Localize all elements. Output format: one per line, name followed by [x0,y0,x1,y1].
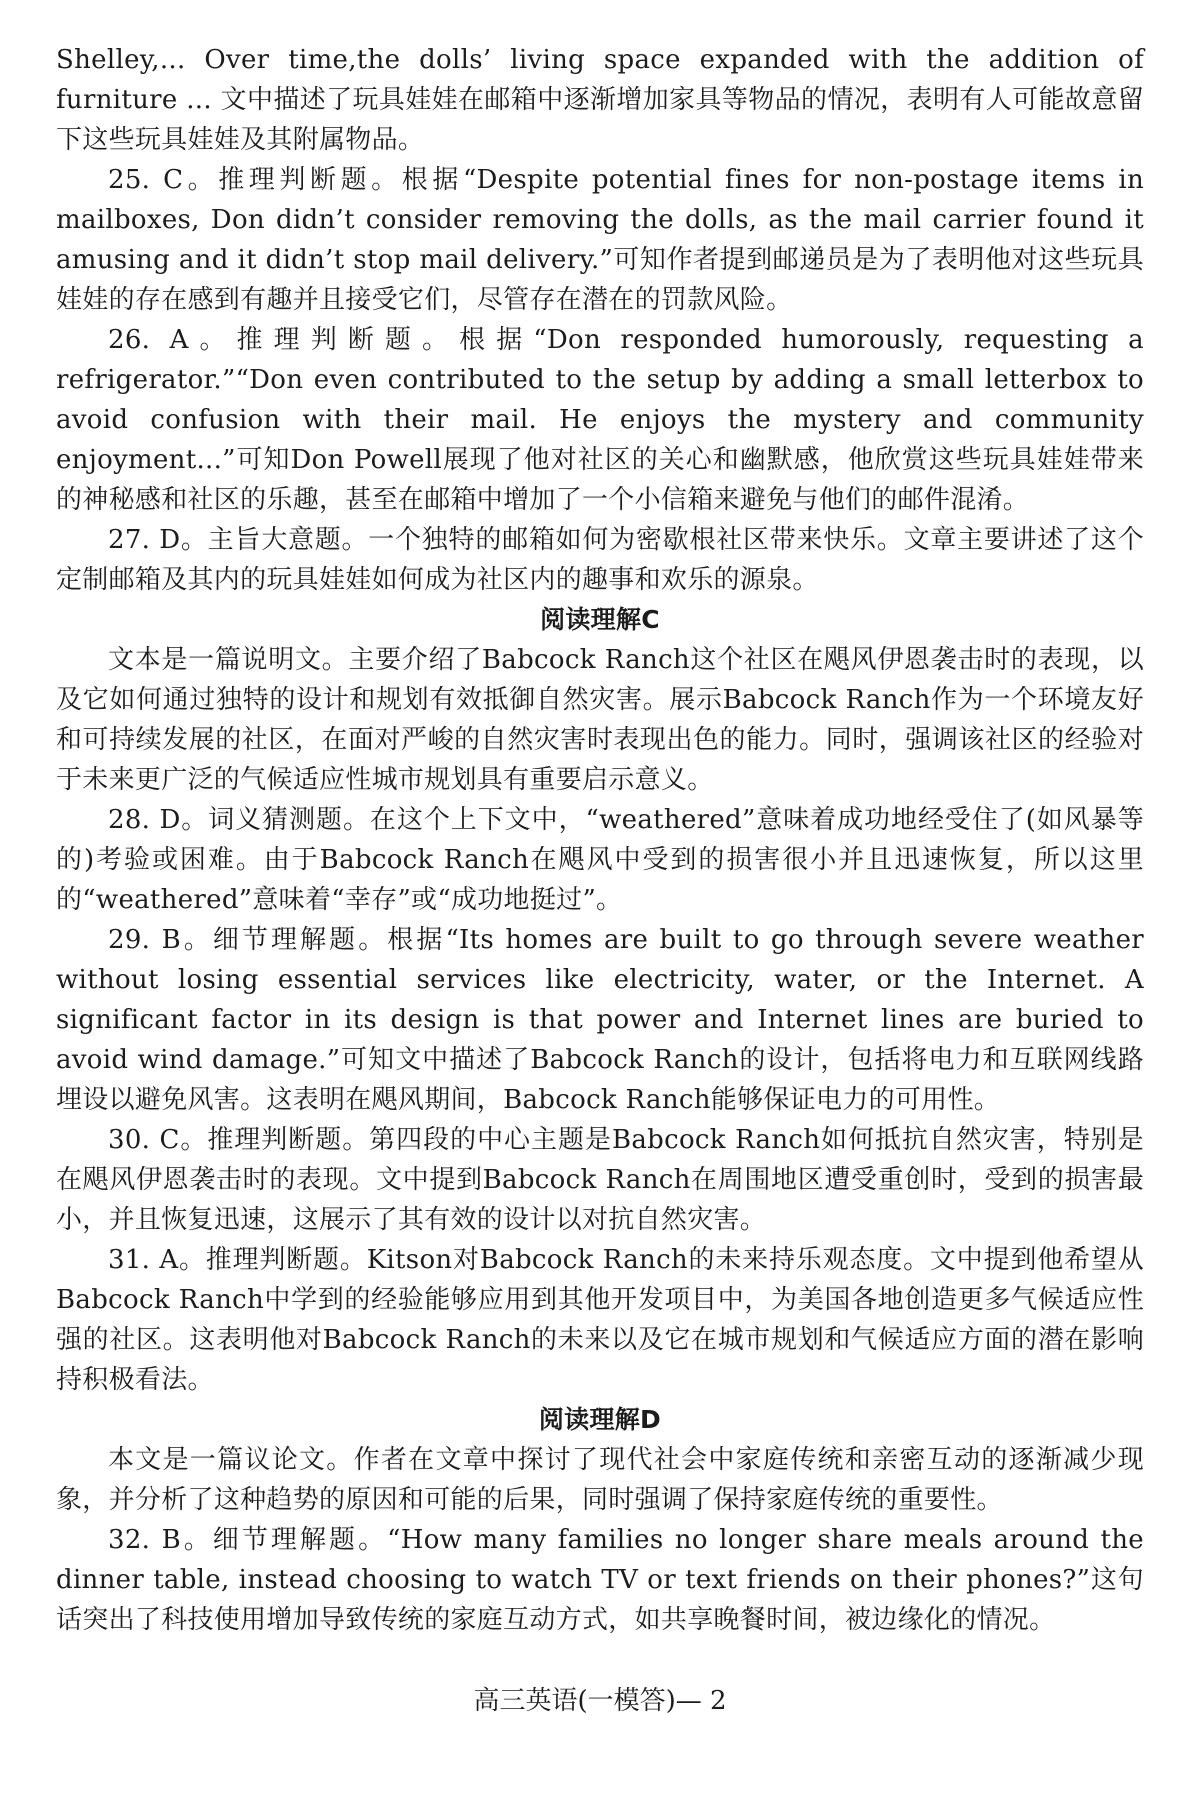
page-footer: 高三英语(一模答)— 2 [473,1686,727,1716]
answer-32: 32. B。细节理解题。“How many families no longer share meals around the dinner table, instead choosing to watch TV or text friends on their phones?”这句话突出了科技使用增加导致传统的家庭互动方式，如共享晚餐时间，被边缘化的情况。 [56,1525,1144,1635]
section-title-c: 阅读理解C [540,605,660,634]
answer-28: 28. D。词义猜测题。在这个上下文中，“weathered”意味着成功地经受住了(如风暴等的)考验或困难。由于Babcock Ranch在飓风中受到的损害很小并且迅速恢复，所以这里的“weathered”意味着“幸存”或“成功地挺过”。 [56,805,1144,915]
answer-27: 27. D。主旨大意题。一个独特的邮箱如何为密歇根社区带来快乐。文章主要讲述了这个定制邮箱及其内的玩具娃娃如何成为社区内的趣事和欢乐的源泉。 [56,525,1144,595]
answer-30: 30. C。推理判断题。第四段的中心主题是Babcock Ranch如何抵抗自然灾害，特别是在飓风伊恩袭击时的表现。文中提到Babcock Ranch在周围地区遭受重创时，受到的损害最小，并且恢复迅速，这展示了其有效的设计以对抗自然灾害。 [56,1125,1144,1235]
answer-26: 26. A。推理判断题。根据“Don responded humorously, requesting a refrigerator.”“Don even contributed to the setup by adding a small letterbox to avoid confusion with their mail. He enjoys the mystery and community enjoyment...”可知Don Powell展现了他对社区的关心和幽默感，他欣赏这些玩具娃娃带来的神秘感和社区的乐趣，甚至在邮箱中增加了一个小信箱来避免与他们的邮件混淆。 [56,325,1144,515]
paragraph-continued: Shelley,... Over time,the dolls’ living space expanded with the addition of furniture ... 文中描述了玩具娃娃在邮箱中逐渐增加家具等物品的情况，表明有人可能故意留下这些玩具娃娃及其附属物品。 [56,45,1144,155]
answer-29: 29. B。细节理解题。根据“Its homes are built to go through severe weather without losing essential services like electricity, water, or the Internet. A significant factor in its design is that power and Internet lines are buried to avoid wind damage.”可知文中描述了Babcock Ranch的设计，包括将电力和互联网线路埋设以避免风害。这表明在飓风期间，Babcock Ranch能够保证电力的可用性。 [56,925,1144,1115]
answer-25: 25. C。推理判断题。根据“Despite potential fines for non-postage items in mailboxes, Don didn’t consider removing the dolls, as the mail carrier found it amusing and it didn’t stop mail delivery.”可知作者提到邮递员是为了表明他对这些玩具娃娃的存在感到有趣并且接受它们，尽管存在潜在的罚款风险。 [56,165,1144,315]
section-c-intro: 文本是一篇说明文。主要介绍了Babcock Ranch这个社区在飓风伊恩袭击时的表现，以及它如何通过独特的设计和规划有效抵御自然灾害。展示Babcock Ranch作为一个环境友好和可持续发展的社区，在面对严峻的自然灾害时表现出色的能力。同时，强调该社区的经验对于未来更广泛的气候适应性城市规划具有重要启示意义。 [56,645,1144,795]
section-d-intro: 本文是一篇议论文。作者在文章中探讨了现代社会中家庭传统和亲密互动的逐渐减少现象，并分析了这种趋势的原因和可能的后果，同时强调了保持家庭传统的重要性。 [56,1445,1144,1515]
answer-31: 31. A。推理判断题。Kitson对Babcock Ranch的未来持乐观态度。文中提到他希望从Babcock Ranch中学到的经验能够应用到其他开发项目中，为美国各地创造更多气候适应性强的社区。这表明他对Babcock Ranch的未来以及它在城市规划和气候适应方面的潜在影响持积极看法。 [56,1245,1144,1395]
answer-key-page [56,40,1144,1640]
section-title-d: 阅读理解D [538,1405,662,1434]
